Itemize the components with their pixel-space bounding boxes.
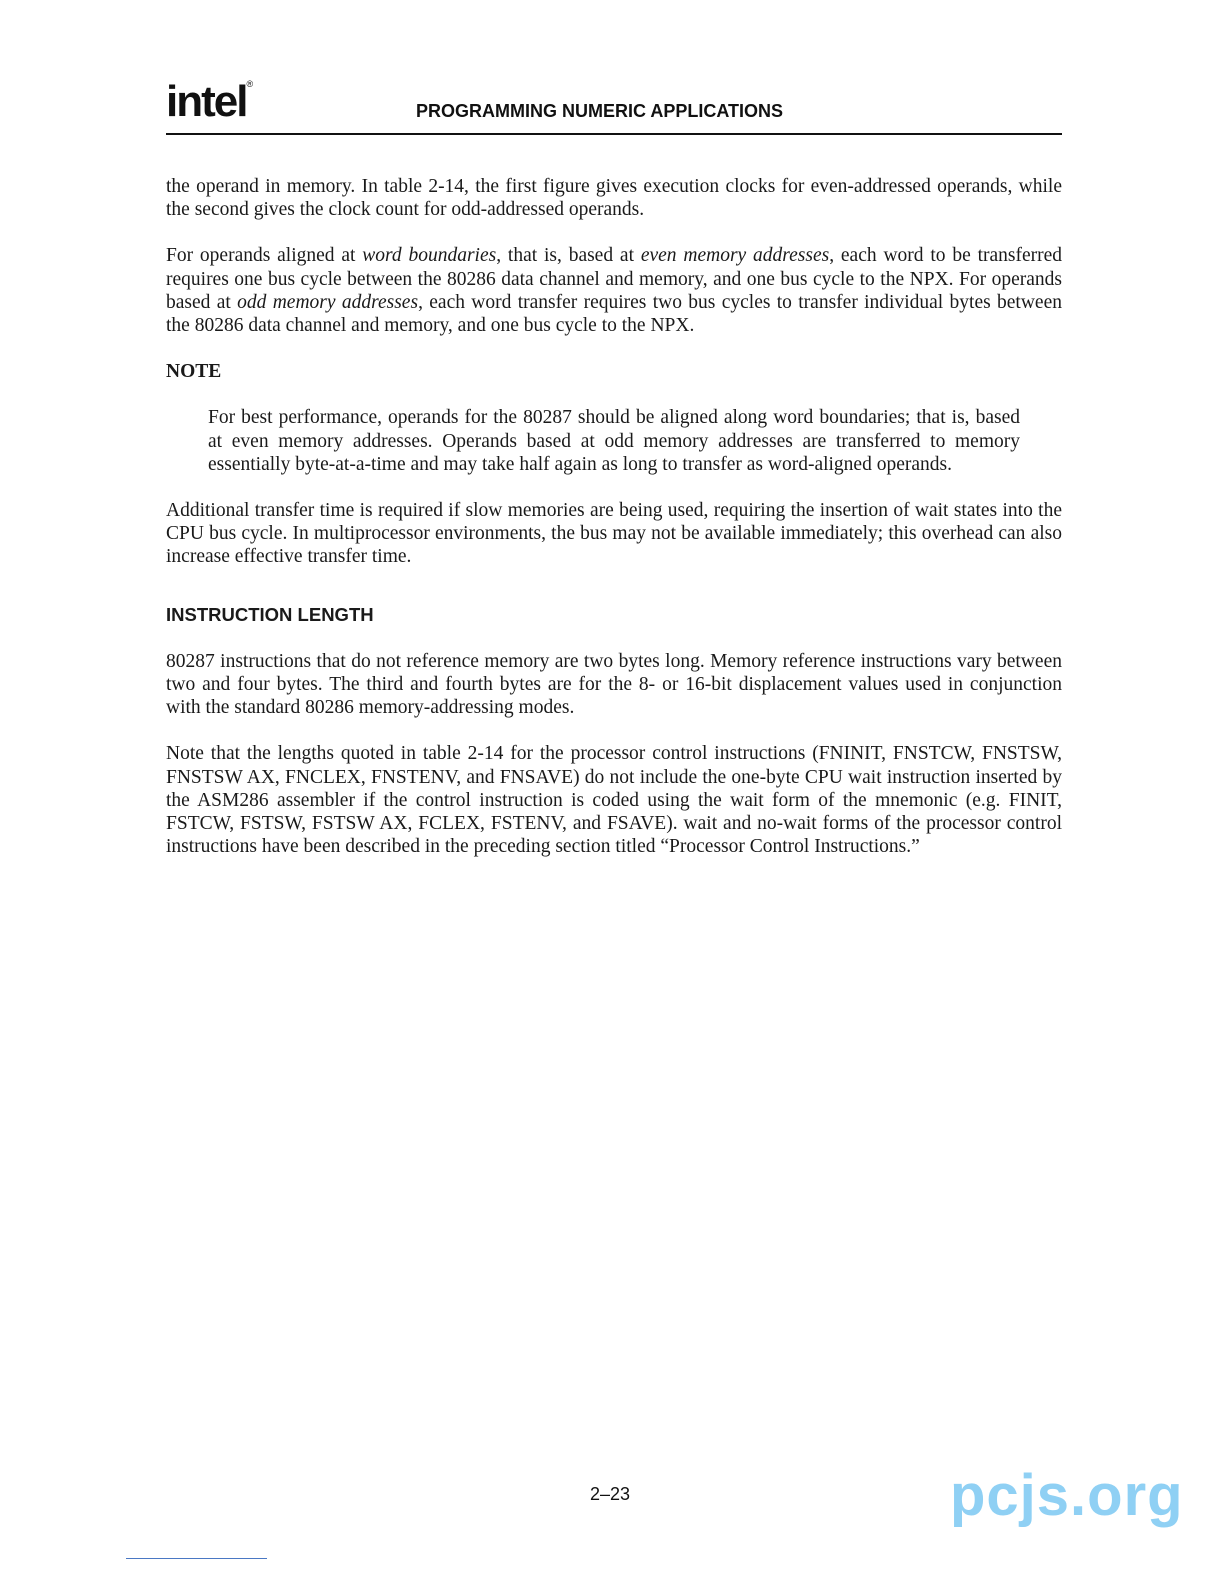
pcjs-watermark: pcjs.org	[950, 1463, 1184, 1528]
paragraph-instruction-bytes: 80287 instructions that do not reference memory are two bytes long. Memory reference instructions vary between two and four bytes. The third and fourth bytes are for the 8- or 16-bit displacement values used in conjunction with the standard 80286 memory-addressing modes.	[166, 650, 1062, 719]
emphasis-odd-addresses: odd memory addresses	[237, 291, 419, 313]
header-rule	[166, 133, 1062, 135]
registered-mark: ®	[246, 79, 254, 89]
paragraph-operand-clocks: the operand in memory. In table 2-14, the first figure gives execution clocks for even-addressed operands, while the second gives the clock count for odd-addressed operands.	[166, 176, 1062, 221]
page-header-title: PROGRAMMING NUMERIC APPLICATIONS	[416, 101, 783, 121]
paragraph-transfer-time: Additional transfer time is required if slow memories are being used, requiring the insertion of wait states into the CPU bus cycle. In multiprocessor environments, the bus may not be available immediately; this overhead can also increase effective transfer time.	[166, 500, 1062, 568]
note-heading: NOTE	[166, 361, 222, 383]
paragraph-alignment: For operands aligned at word boundaries, that is, based at even memory addresses, each word to be transferred requires one bus cycle between the 80286 data channel and memory, and one bus cycle to the NPX. For operands based at odd memory addresses, each word transfer requires two bus cycles to transfer individual bytes between the 80286 data channel and memory, and one bus cycle to the NPX.	[166, 245, 1063, 337]
emphasis-word-boundaries: word boundaries	[362, 245, 497, 267]
section-heading-instruction-length: INSTRUCTION LENGTH	[166, 603, 374, 625]
page-body	[166, 175, 1062, 881]
note-text: For best performance, operands for the 80287 should be aligned along word boundaries; that is, based at even memory addresses. Operands based at odd memory addresses are transferred to memory essentially byte-at-a-time and may take half again as long to transfer as word-aligned operands.	[208, 407, 1020, 475]
intel-logo: intel®	[166, 77, 254, 126]
page-number: 2–23	[590, 1484, 631, 1504]
emphasis-even-addresses: even memory addresses	[640, 245, 830, 267]
bottom-edge-line	[126, 1558, 267, 1559]
paragraph-control-instructions: Note that the lengths quoted in table 2-14 for the processor control instructions (FNINIT, FNSTCW, FNSTSW, FNSTSW AX, FNCLEX, FNSTENV, and FNSAVE) do not include the one-byte CPU wait instruction inserted by the ASM286 assembler if the control instruction is coded using the wait form of the mnemonic (e.g. FINIT, FSTCW, FSTSW, FSTSW AX, FCLEX, FSTENV, and FSAVE). wait and no-wait forms of the processor control instructions have been described in the preceding section titled “Processor Control Instructions.”	[166, 743, 1062, 858]
